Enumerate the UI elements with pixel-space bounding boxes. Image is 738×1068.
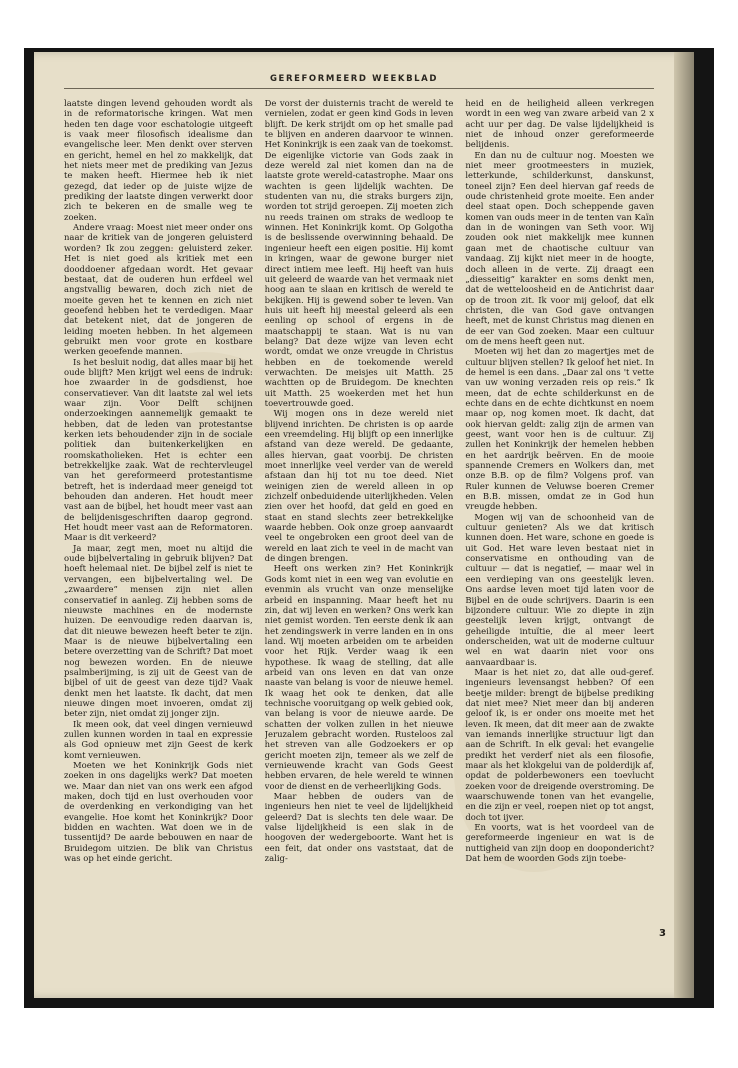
paragraph: Ja maar, zegt men, moet nu altijd die oude bijbelvertaling in gebruik blijven? Dat hoeft helemaal niet. De bijbel zelf is niet te vervangen, een bijbelvertaling wel. De „zwaardere” mensen zijn niet allen conservatief in aanleg. Zij hebben soms de nieuwste machines en de modernste huizen. De eenvoudige reden daarvan is, dat dit nieuwe bewezen heeft beter te zijn. Maar is de nieuwe bijbelvertaling een betere overzetting van de Schrift? Dat moet nog bewezen worden. En de nieuwe psalmberijming, is zij uit de Geest van de bijbel of uit de geest van deze tijd? Vaak denkt men het laatste. Ik dacht, dat men nieuwe dingen moet invoeren, omdat zij beter zijn, niet omdat zij jonger zijn. [64,542,253,719]
paragraph: De vorst der duisternis tracht de wereld te vernielen, zodat er geen kind Gods in leven blijft. De kerk strijdt om op het smalle pad te blijven en anderen daarvoor te winnen. Het Koninkrijk is een zaak van de toekomst. De eigenlijke victorie van Gods zaak in deze wereld zal niet komen dan na de laatste grote wereld-catastrophe. Maar ons wachten is geen lijdelijk wachten. De studenten van nu, die straks burgers zijn, worden tot strijd geroepen. Zij moeten zich nu reeds trainen om straks de wedloop te winnen. Het Koninkrijk komt. Op Golgotha is de beslissende overwinning behaald. De ingenieur heeft een eigen positie. Hij komt in kringen, waar de gewone burger niet direct intiem mee leeft. Hij heeft van huis uit geleerd de waarde van het vermaak niet hoog aan te slaan en kritisch de wereld te bekijken. Hij is gewend sober te leven. Van huis uit heeft hij meestal geleerd als een eenling op school of ergens in de maatschappij te staan. Wat is nu van belang? Dat deze wijze van leven echt wordt, omdat we onze vreugde in Christus hebben en de toekomende wereld verwachten. De meisjes uit Matth. 25 wachtten op de Bruidegom. De knechten uit Matth. 25 woekerden met het hun toevertrouwde goed. [264,98,454,408]
magazine-page [34,52,694,998]
paragraph: Ik meen ook, dat veel dingen vernieuwd zullen kunnen worden in taal en expressie als God opnieuw met zijn Geest de kerk komt vernieuwen. [64,718,253,760]
paragraph: En dan nu de cultuur nog. Moesten we niet meer grootmeesters in muziek, letterkunde, schilderkunst, danskunst, toneel zijn? Een deel hiervan gaf reeds de oude christenheid grote moeite. Een ander deel staat open. Doch scheppende gaven komen van ouds meer in de tenten van Kaïn dan in de woningen van Seth voor. Wij zouden ook niet makkelijk mee kunnen gaan met de chaotische cultuur van vandaag. Zij kijkt niet meer in de hoogte, doch alleen in de verte. Zij draagt een „diesseitig” karakter en soms denkt men, dat de wetteloosheid en de Antichrist daar op de troon zit. Ik voor mij geloof, dat elk christen, die van God gave ontvangen heeft, met de kunst Christus mag dienen en de eer van God zoeken. Maar een cultuur om de mens heeft geen nut. [465,149,655,346]
paragraph: heid en de heiligheid alleen verkregen wordt in een weg van zware arbeid van 2 x acht uur per dag. De valse lijdelijkheid is niet de inhoud onzer gereformeerde belijdenis. [465,98,655,150]
column-3 [465,98,654,978]
paragraph: Is het besluit nodig, dat alles maar bij het oude blijft? Men krijgt wel eens de indruk: hoe zwaarder in de godsdienst, hoe conservatiever. Van dit laatste zal wel iets waar zijn. Voor Delft schijnen onderzoekingen aannemelijk gemaakt te hebben, dat de leden van protestantse kerken iets behoudender zijn in de sociale politiek dan buitenkerkelijken en roomskatholieken. Het is echter een betrekkelijke zaak. Wat de rechtervleugel van het gereformeerd protestantisme betreft, het is inderdaad meer geneigd tot behouden dan anderen. Het houdt meer vast aan de bijbel, het houdt meer vast aan de belijdenisgeschriften daarop gegrond. Het houdt meer vast aan de Reformatoren. Maar is dit verkeerd? [64,356,253,543]
paragraph: Andere vraag: Moest niet meer onder ons naar de kritiek van de jongeren geluisterd worden? Ik zou zeggen: geluisterd zeker. Het is niet goed als kritiek met een dooddoener afgedaan wordt. Het gevaar bestaat, dat de ouderen hun erfdeel wel angstvallig bewaren, doch zich niet de moeite geven het te kennen en zich niet geoefend hebben het te verdedigen. Maar dat betekent niet, dat de jongeren de leiding moeten hebben. In het algemeen gebruikt men voor grote en kostbare werken geoefende mannen. [64,222,253,357]
page-number: 3 [659,928,666,939]
paragraph: En voorts, wat is het voordeel van de gereformeerde ingenieur en wat is de nuttigheid van zijn doop en doopondericht? Dat hem de woorden Gods zijn toebe- [465,822,655,864]
paragraph: Maar is het niet zo, dat alle oud-geref. ingenieurs levensangst hebben? Of een beetje milder: brengt de bijbelse prediking dat niet mee? Niet meer dan bij anderen geloof ik, is er onder ons moeite met het leven. Ik meen, dat dit meer aan de zwakte van iemands innerlijke structuur ligt dan aan de Schrift. In elk geval: het evangelie predikt het verderf niet als een filosofie, maar als het klokgelui van de polderdijk af, opdat de polderbewoners een toevlucht zoeken voor de dreigende overstroming. De waarschuwende tonen van het evangelie, en die zijn er veel, roepen niet op tot angst, doch tot ijver. [465,666,655,822]
article-columns [64,98,654,978]
column-2 [265,98,454,978]
paragraph: Moeten we het Koninkrijk Gods niet zoeken in ons dagelijks werk? Dat moeten we. Maar dan niet van ons werk een afgod maken, doch tijd en lust overhouden voor de overdenking en verkondiging van het evangelie. Hoe komt het Koninkrijk? Door bidden en wachten. Wat doen we in de tussentijd? De aarde bebouwen en naar de Bruidegom uitzien. De blik van Christus was op het einde gericht. [64,760,253,864]
header-rule [64,88,654,89]
column-1 [64,98,253,978]
running-head: GEREFORMEERD WEEKBLAD [269,74,439,84]
paragraph: Moeten wij het dan zo magertjes met de cultuur blijven stellen? Ik geloof het niet. In de hemel is een dans. „Daar zal ons 't vette van uw woning verzaden reis op reis.” Ik meen, dat de echte schilderkunst en de echte dans en de echte dichtkunst en noem maar op, nog komen moet. Ik dacht, dat ook hiervan geldt: zalig zijn de armen van geest, want voor hen is de cultuur. Zij zullen het Koninkrijk der hemelen hebben en het aardrijk beërven. En de mooie spannende Cremers en Wolkers dan, met onze B.B. op de film? Volgens prof. van Ruler kunnen de Veluwse boeren Cremer en B.B. missen, omdat ze in God hun vreugde hebben. [465,346,655,512]
paragraph: Mogen wij van de schoonheid van de cultuur genieten? Als we dat kritisch kunnen doen. Het ware, schone en goede is uit God. Het ware leven bestaat niet in conservatisme en onthouding van de cultuur — dat is negatief, — maar wel in een verdieping van ons geestelijk leven. Ons aardse leven moet tijd laten voor de Bijbel en de oude schrijvers. Daarin is een bijzondere cultuur. Wie zo diepte in zijn geestelijk leven krijgt, ontvangt de geheiligde intuïtie, die al meer leert onderscheiden, wat uit de moderne cultuur wel en wat daarin niet voor ons aanvaardbaar is. [465,511,655,667]
paragraph: laatste dingen levend gehouden wordt als in de reformatorische kringen. Wat men heden ten dage voor eschatologie uitgeeft is vaak meer filosofisch idealisme dan evangelische leer. Men denkt over sterven en gericht, hemel en hel zo makkelijk, dat het niets meer met de prediking van Jezus te maken heeft. Hiermee heb ik niet gezegd, dat ieder op de juiste wijze de prediking der laatste dingen verwerkt door zich te bekeren en de smalle weg te zoeken. [64,98,253,222]
page-edge [674,52,694,998]
paragraph: Heeft ons werken zin? Het Koninkrijk Gods komt niet in een weg van evolutie en evenmin als vrucht van onze menselijke arbeid en inspanning. Maar heeft het nu zin, dat wij leven en werken? Ons werk kan niet gemist worden. Ten eerste denk ik aan het zendingswerk in verre landen en in ons land. Wij moeten arbeiden om te arbeiden voor het Rijk. Verder waag ik een hypothese. Ik waag de stelling, dat alle arbeid van ons leven en dat van onze naaste van belang is voor de nieuwe hemel. Ik waag het ook te denken, dat alle technische vooruitgang op welk gebied ook, van belang is voor de nieuwe aarde. De schatten der volken zullen in het nieuwe Jeruzalem gebracht worden. Rusteloos zal het streven van alle Godzoekers er op gericht moeten zijn, temeer als we zelf de vernieuwende kracht van Gods Geest hebben ervaren, de hele wereld te winnen voor de dienst en de verheerlijking Gods. [264,563,454,791]
paragraph: Wij mogen ons in deze wereld niet blijvend inrichten. De christen is op aarde een vreemdeling. Hij blijft op een innerlijke afstand van deze wereld. De gedaante, alles hiervan, gaat voorbij. De christen moet innerlijke veel verder van de wereld afstaan dan hij tot nu toe deed. Niet weinigen zien de wereld alleen in op zichzelf onbeduidende uiterlijkheden. Velen zien over het hoofd, dat geld en goed en staat en stand slechts zeer betrekkelijke waarde hebben. Ook onze groep aanvaardt veel te ongebroken een groot deel van de wereld en laat zich te veel in de macht van de dingen brengen. [264,408,454,564]
paragraph: Maar hebben de ouders van de ingenieurs hen niet te veel de lijdelijkheid geleerd? Dat is slechts ten dele waar. De valse lijdelijkheid is een slak in de hoogoven der wedergeboorte. Want het is een feit, dat onder ons vaststaat, dat de zalig- [264,791,454,864]
